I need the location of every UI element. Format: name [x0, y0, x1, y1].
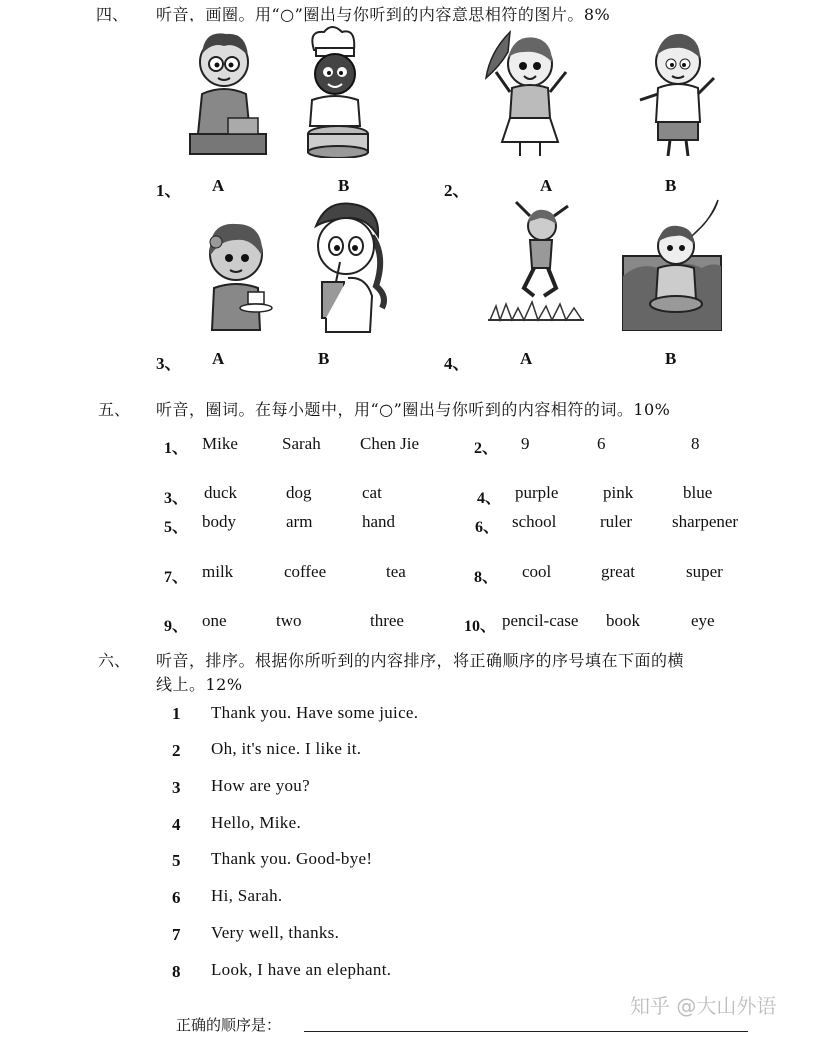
picture-4a-boy-jumping[interactable]: [486, 196, 586, 326]
picture-2a-girl-ponytail[interactable]: [480, 22, 580, 158]
word-option[interactable]: ruler: [600, 512, 633, 531]
sentence-6-number: 6: [172, 888, 181, 907]
word-option[interactable]: duck: [204, 483, 238, 502]
word-option[interactable]: Mike: [202, 434, 238, 453]
picture-3b-girl-juice-box[interactable]: [296, 196, 396, 336]
item-5-5-number: 5、: [164, 519, 189, 536]
item-4-2-number: 2、: [444, 181, 470, 200]
word-option[interactable]: eye: [691, 611, 715, 630]
item-4-1-label-a: A: [212, 176, 225, 195]
section6-title-line1: 听音，排序。根据你所听到的内容排序，将正确顺序的序号填在下面的横: [156, 651, 685, 670]
section6-number: 六、: [98, 651, 131, 670]
item-5-1-number: 1、: [164, 440, 189, 457]
item-5-6-number: 6、: [475, 519, 500, 536]
word-option[interactable]: milk: [202, 562, 234, 581]
word-option[interactable]: pencil-case: [502, 611, 579, 630]
word-option[interactable]: book: [606, 611, 640, 630]
word-option[interactable]: pink: [603, 483, 634, 502]
word-option[interactable]: 9: [521, 434, 530, 453]
item-4-4-label-b: B: [665, 349, 677, 368]
sentence-8-text: Look, I have an elephant.: [211, 960, 392, 979]
picture-2b-boy-pointing[interactable]: [634, 22, 720, 158]
sentence-3-text: How are you?: [211, 776, 310, 795]
word-option[interactable]: Sarah: [282, 434, 321, 453]
sentence-4-text: Hello, Mike.: [211, 813, 302, 832]
sentence-7-number: 7: [172, 925, 181, 944]
word-option[interactable]: cool: [522, 562, 552, 581]
answer-label: 正确的顺序是：: [176, 1016, 282, 1034]
word-option[interactable]: school: [512, 512, 557, 531]
item-5-7-number: 7、: [164, 569, 189, 586]
item-4-3-label-a: A: [212, 349, 225, 368]
answer-blank-line[interactable]: [304, 1031, 748, 1032]
word-option[interactable]: super: [686, 562, 723, 581]
sentence-6-text: Hi, Sarah.: [211, 886, 283, 905]
word-option[interactable]: coffee: [284, 562, 327, 581]
sentence-5-number: 5: [172, 851, 181, 870]
sentence-2-text: Oh, it's nice. I like it.: [211, 739, 362, 758]
word-option[interactable]: arm: [286, 512, 313, 531]
picture-1b-chef-cake[interactable]: [294, 22, 380, 158]
word-option[interactable]: cat: [362, 483, 382, 502]
word-option[interactable]: 6: [597, 434, 606, 453]
picture-1a-boy-cutting[interactable]: [184, 22, 270, 158]
item-5-4-number: 4、: [477, 490, 502, 507]
item-4-1-label-b: B: [338, 176, 350, 195]
sentence-2-number: 2: [172, 741, 181, 760]
picture-3a-girl-tea[interactable]: [194, 212, 280, 336]
word-option[interactable]: great: [601, 562, 635, 581]
word-option[interactable]: body: [202, 512, 236, 531]
section5-title: 听音，圈词。在每小题中，用“○”圈出与你听到的内容相符的词。10%: [156, 400, 671, 419]
item-4-3-number: 3、: [156, 354, 182, 373]
word-option[interactable]: sharpener: [672, 512, 739, 531]
watermark: 知乎 @大山外语: [630, 994, 777, 1018]
section6-title-line2: 线上。12%: [156, 675, 243, 694]
word-option[interactable]: Chen Jie: [360, 434, 420, 453]
word-option[interactable]: dog: [286, 483, 312, 502]
sentence-5-text: Thank you. Good-bye!: [211, 849, 373, 868]
item-4-2-label-b: B: [665, 176, 677, 195]
item-5-10-number: 10、: [464, 618, 497, 635]
section4-title: 听音，画圈。用“○”圈出与你听到的内容意思相符的图片。8%: [156, 5, 611, 24]
item-4-4-number: 4、: [444, 354, 470, 373]
word-option[interactable]: purple: [515, 483, 559, 502]
sentence-8-number: 8: [172, 962, 181, 981]
sentence-1-text: Thank you. Have some juice.: [211, 703, 419, 722]
sentence-7-text: Very well, thanks.: [211, 923, 340, 942]
word-option[interactable]: three: [370, 611, 404, 630]
word-option[interactable]: hand: [362, 512, 396, 531]
section4-number: 四、: [96, 5, 129, 24]
item-5-8-number: 8、: [474, 569, 499, 586]
sentence-3-number: 3: [172, 778, 181, 797]
item-4-2-label-a: A: [540, 176, 553, 195]
section5-number: 五、: [98, 400, 131, 419]
item-4-1-number: 1、: [156, 181, 182, 200]
word-option[interactable]: one: [202, 611, 227, 630]
item-4-3-label-b: B: [318, 349, 330, 368]
item-5-2-number: 2、: [474, 440, 499, 457]
picture-4b-girl-sitting-grass[interactable]: [622, 196, 722, 332]
word-option[interactable]: tea: [386, 562, 406, 581]
item-5-3-number: 3、: [164, 490, 189, 507]
word-option[interactable]: blue: [683, 483, 713, 502]
word-option[interactable]: 8: [691, 434, 700, 453]
word-option[interactable]: two: [276, 611, 302, 630]
item-4-4-label-a: A: [520, 349, 533, 368]
sentence-4-number: 4: [172, 815, 181, 834]
sentence-1-number: 1: [172, 704, 181, 723]
item-5-9-number: 9、: [164, 618, 189, 635]
